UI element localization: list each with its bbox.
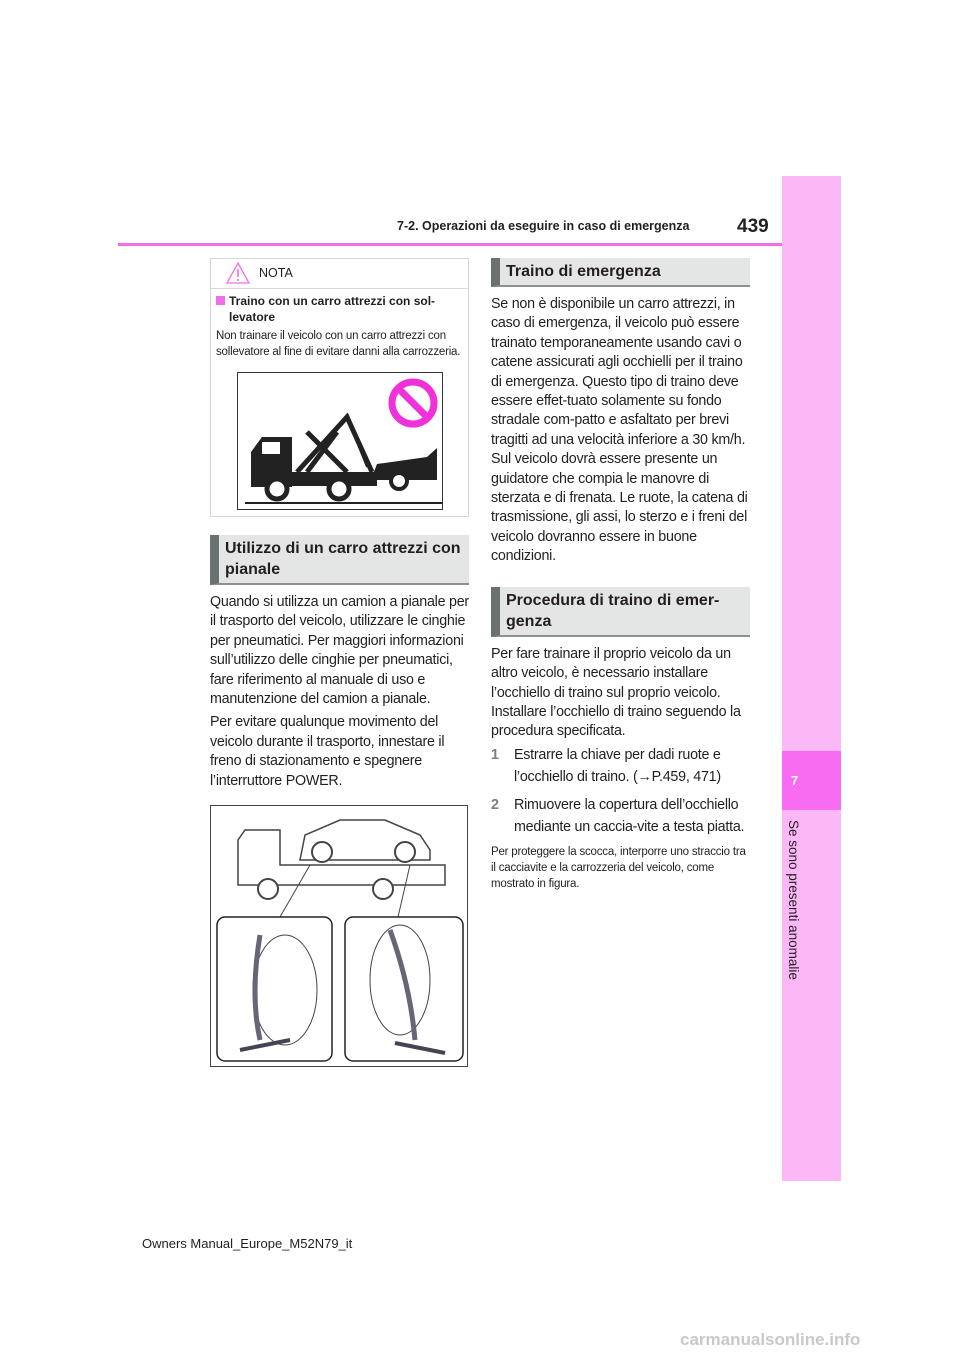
procedure-note: Per proteggere la scocca, interporre uno straccio tra il cacciavite e la carrozzeria del veicolo, come mostrato in figura.	[491, 845, 746, 890]
step-2: 2 Rimuovere la copertura dell’occhiello mediante un caccia-vite a testa piatta.	[491, 796, 745, 835]
flatbed-paragraph-1: Quando si utilizza un camion a pianale per il trasporto del veicolo, utilizzare le cinghie per pneumatici. Per maggiori informazioni sull’utilizzo delle cinghie per pneumatici, fare riferimento al manuale di uso e manutenzione del camion a pianale.	[210, 594, 469, 708]
chapter-title: Se sono presenti anomalie	[786, 820, 801, 980]
tow-truck-illustration	[237, 372, 443, 510]
left-column	[210, 258, 469, 1067]
emergency-towing-paragraph: Se non è disponibile un carro attrezzi, in caso di emergenza, il veicolo può essere trainato temporaneamente usando cavi o catene assicurati agli occhielli per il traino di emergenza. Questo tipo di traino deve essere effet-tuato solamente su fondo stradale com-patto e asfaltato per brevi tragitti ad una velocità inferiore a 30 km/h. Sul veicolo dovrà essere presente un guidatore che compia le manovre di sterzata e di frenata. Le ruote, la catena di trasmissione, gli assi, lo sterzo e i freni del veicolo dovranno essere in buone condizioni.	[491, 296, 748, 565]
nota-label: NOTA	[259, 266, 293, 280]
nota-box	[210, 258, 469, 517]
step-1: 1 Estrarre la chiave per dadi ruote e l’occhiello di traino. (→P.459, 471)	[491, 746, 721, 785]
right-column	[491, 258, 750, 892]
section-heading-flatbed: Utilizzo di un carro attrezzi con pianale	[210, 535, 469, 585]
nota-body: Non trainare il veicolo con un carro attrezzi con sollevatore al fine di evitare danni alla carrozzeria.	[216, 330, 461, 358]
nota-heading: Traino con un carro attrezzi con sol-levatore	[229, 294, 436, 324]
section-title: 7-2. Operazioni da eseguire in caso di emergenza	[397, 219, 690, 233]
section-heading-emergency-towing: Traino di emergenza	[491, 258, 750, 287]
procedure-paragraph: Per fare trainare il proprio veicolo da un altro veicolo, è necessario installare l’occhiello di traino sul proprio veicolo. Installare l’occhiello di traino seguendo la procedura specificata.	[491, 645, 741, 740]
section-heading-towing-procedure: Procedura di traino di emer-genza	[491, 587, 750, 637]
flatbed-straps-illustration	[210, 805, 468, 1067]
warning-icon	[226, 262, 250, 284]
bullet-square-icon	[216, 296, 225, 305]
chapter-sidebar	[782, 176, 841, 1181]
header-divider	[118, 243, 782, 246]
footer-text: Owners Manual_Europe_M52N79_it	[142, 1236, 353, 1251]
page-number: 439	[737, 216, 769, 237]
flatbed-paragraph-2: Per evitare qualunque movimento del veicolo durante il trasporto, innestare il freno di stazionamento e spegnere l’interruttore POWER.	[210, 714, 445, 789]
chapter-tab[interactable]: 7	[782, 751, 841, 810]
watermark: carmanualsonline.info	[680, 1330, 861, 1349]
